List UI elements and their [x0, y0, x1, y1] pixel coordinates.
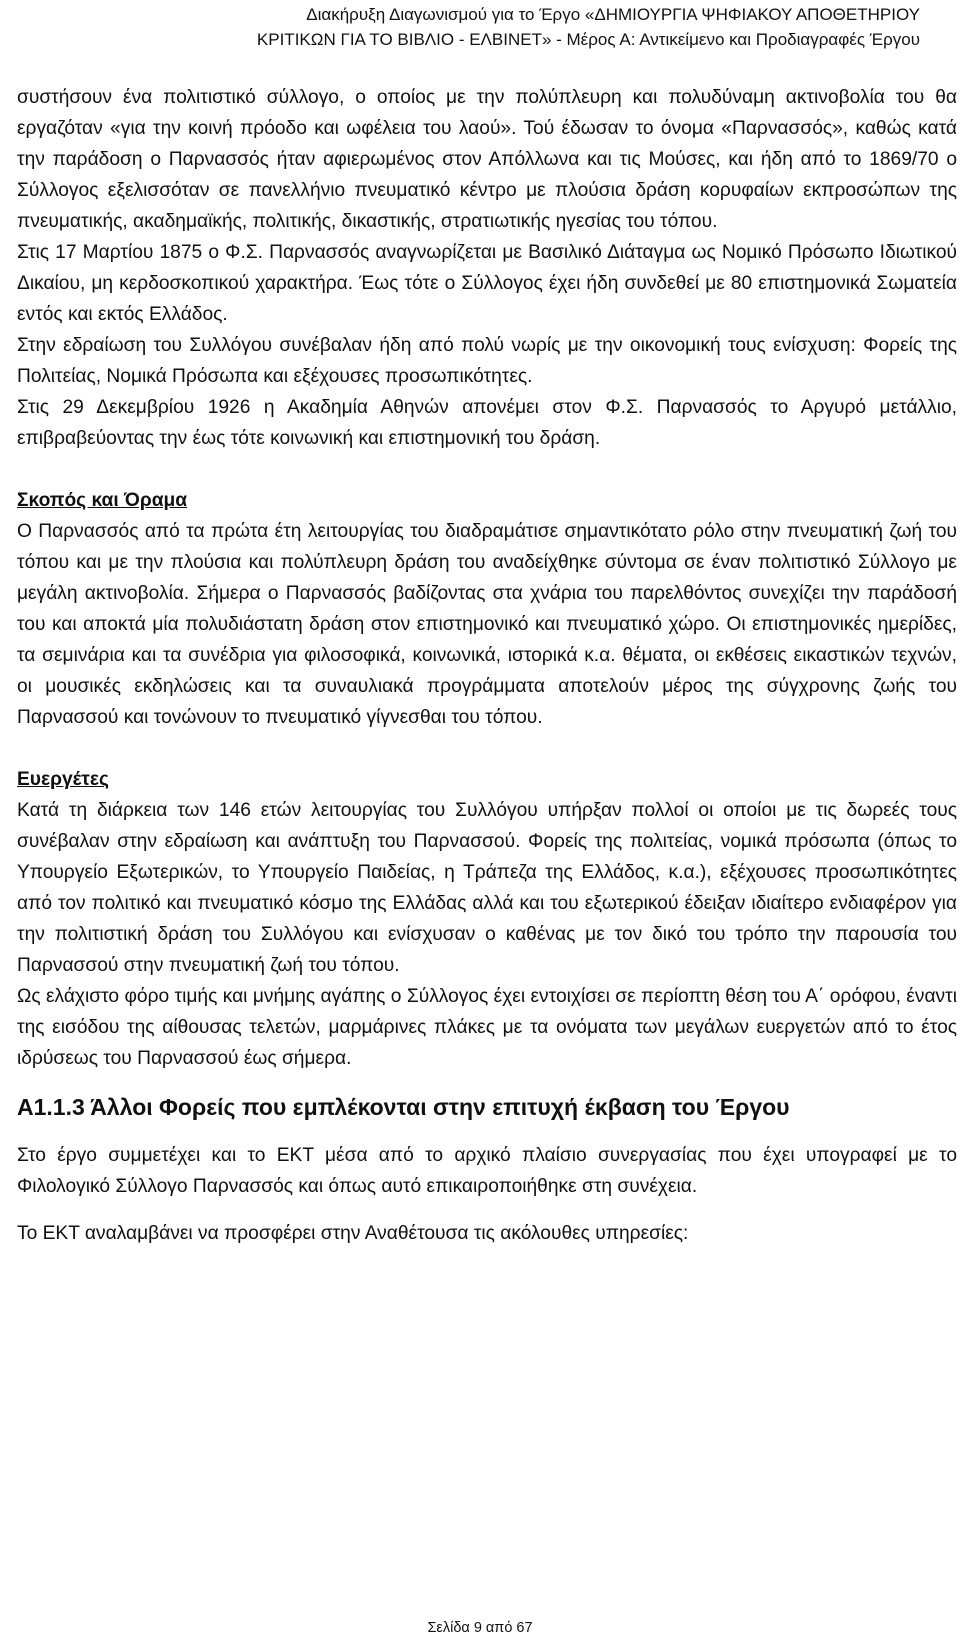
- spacer: [17, 733, 957, 764]
- intro-paragraph-1: συστήσουν ένα πολιτιστικό σύλλογο, ο οποίος με την πολύπλευρη και πολυδύναμη ακτινοβολία του θα εργαζόταν «για την κοινή πρόοδο και ωφέλεια του λαού». Τού έδωσαν το όνομα «Παρνασσός», καθώς κατά την παράδοση ο Παρνασσός ήταν αφιερωμένος στον Απόλλωνα και τις Μούσες, και ήδη από το 1869/70 ο Σύλλογος εξελισσόταν σε πανελλήνιο πνευματικό κέντρο με πλούσια δράση κορυφαίων εκπροσώπων της πνευματικής, ακαδημαϊκής, πολιτικής, δικαστικής, στρατιωτικής ηγεσίας του τόπου.: [17, 87, 957, 232]
- vision-heading: Σκοπός και Όραμα: [17, 490, 188, 511]
- document-header: [20, 2, 920, 52]
- spacer: [17, 1124, 957, 1140]
- spacer: [17, 454, 957, 485]
- page-number: Σελίδα 9 από 67: [427, 1620, 533, 1636]
- benefactors-heading: Ευεργέτες: [17, 769, 109, 790]
- document-body: [17, 82, 957, 1249]
- benefactors-paragraph-1: Κατά τη διάρκεια των 146 ετών λειτουργίας του Συλλόγου υπήρξαν πολλοί οι οποίοι με τις δωρεές τους συνέβαλαν στην εδραίωση και ανάπτυξη του Παρνασσού. Φορείς της πολιτείας, νομικά πρόσωπα (όπως το Υπουργείο Εξωτερικών, το Υπουργείο Παιδείας, η Τράπεζα της Ελλάδος, κ.α.), εξέχουσες προσωπικότητες από τον πολιτικό και πνευματικό κόσμο της Ελλάδας αλλά και του εξωτερικού έδειξαν ιδιαίτερο ενδιαφέρον για την πολιτιστική δράση του Συλλόγου και ενίσχυσαν ο καθένας με τον δικό του τρόπο την παρουσία του Παρνασσού στην πνευματική ζωή του τόπου.: [17, 800, 957, 976]
- intro-paragraph-2: Στις 17 Μαρτίου 1875 ο Φ.Σ. Παρνασσός αναγνωρίζεται με Βασιλικό Διάταγμα ως Νομικό Πρόσωπο Ιδιωτικού Δικαίου, μη κερδοσκοπικού χαρακτήρα. Έως τότε ο Σύλλογος έχει ήδη συνδεθεί με 80 επιστημονικά Σωματεία εντός και εκτός Ελλάδος.: [17, 242, 957, 325]
- header-line-1: Διακήρυξη Διαγωνισμού για το Έργο «ΔΗΜΙΟΥΡΓΙΑ ΨΗΦΙΑΚΟΥ ΑΠΟΘΕΤΗΡΙΟΥ: [306, 5, 920, 24]
- vision-paragraph: Ο Παρνασσός από τα πρώτα έτη λειτουργίας του διαδραμάτισε σημαντικότατο ρόλο στην πνευματική ζωή του τόπου και με την πλούσια και πολύπλευρη δράση του αναδείχθηκε σύντομα σε έναν πολιτιστικό Σύλλογο με μεγάλη ακτινοβολία. Σήμερα ο Παρνασσός βαδίζοντας στα χνάρια του παρελθόντος συνεχίζει την παράδοσή του και αποκτά μία πολυδιάστατη δράση στον επιστημονικό και πνευματικό χώρο. Οι επιστημονικές ημερίδες, τα σεμινάρια και τα συνέδρια για φιλοσοφικά, κοινωνικά, ιστορικά κ.α. θέματα, οι εκθέσεις εικαστικών τεχνών, οι μουσικές εκδηλώσεις και τα συναυλιακά προγράμματα αποτελούν μέρος της σύγχρονης ζωής του Παρνασσού και τονώνουν το πνευματικό γίγνεσθαι του τόπου.: [17, 521, 957, 728]
- header-line-2: ΚΡΙΤΙΚΩΝ ΓΙΑ ΤΟ ΒΙΒΛΙΟ - ΕΛΒΙΝΕΤ» - Μέρος Α: Αντικείμενο και Προδιαγραφές Έργου: [256, 30, 920, 49]
- spacer: [17, 1074, 957, 1090]
- section-paragraph-2: Το ΕΚΤ αναλαμβάνει να προσφέρει στην Αναθέτουσα τις ακόλουθες υπηρεσίες:: [17, 1223, 689, 1244]
- spacer: [17, 1202, 957, 1218]
- section-paragraph-1: Στο έργο συμμετέχει και το ΕΚΤ μέσα από το αρχικό πλαίσιο συνεργασίας που έχει υπογραφεί με το Φιλολογικό Σύλλογο Παρνασσός και όπως αυτό επικαιροποιήθηκε στη συνέχεια.: [17, 1145, 957, 1197]
- intro-paragraph-4: Στις 29 Δεκεμβρίου 1926 η Ακαδημία Αθηνών απονέμει στον Φ.Σ. Παρνασσός το Αργυρό μετάλλιο, επιβραβεύοντας την έως τότε κοινωνική και επιστημονική του δράση.: [17, 397, 957, 449]
- intro-paragraph-3: Στην εδραίωση του Συλλόγου συνέβαλαν ήδη από πολύ νωρίς με την οικονομική τους ενίσχυση: Φορείς της Πολιτείας, Νομικά Πρόσωπα και εξέχουσες προσωπικότητες.: [17, 335, 957, 387]
- section-heading: Α1.1.3 Άλλοι Φορείς που εμπλέκονται στην επιτυχή έκβαση του Έργου: [17, 1094, 790, 1120]
- benefactors-paragraph-2: Ως ελάχιστο φόρο τιμής και μνήμης αγάπης ο Σύλλογος έχει εντοιχίσει σε περίοπτη θέση του Α΄ ορόφου, έναντι της εισόδου της αίθουσας τελετών, μαρμάρινες πλάκες με τα ονόματα των μεγάλων ευεργετών από το έτος ιδρύσεως του Παρνασσού έως σήμερα.: [17, 986, 957, 1069]
